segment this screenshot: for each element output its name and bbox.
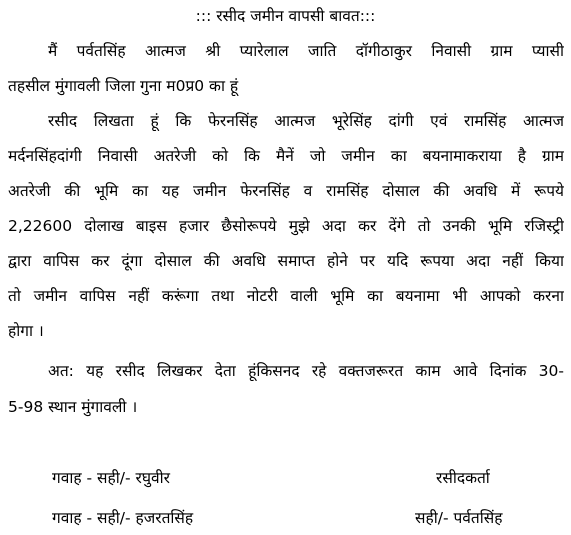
- paragraph1-line1: मैं पर्वतसिंह आत्मज श्री प्यारेलाल जाति दॉगीठाकुर निवासी ग्राम प्यासी: [48, 42, 564, 60]
- witness-2: गवाह - सही/- हजरतसिंह: [52, 509, 194, 527]
- paragraph2-line4: 2,22600 दोलाख बाइस हजार छैसोरूपये मुझे अदा कर देंगे तो उनकी भूमि रजिस्ट्री: [8, 217, 564, 235]
- paragraph3-line1: अत: यह रसीद लिखकर देता हूंकिसनद रहे वक्तजरूरत काम आवे दिनांक 30-: [48, 362, 564, 380]
- paragraph1-line2: तहसील मुंगावली जिला गुना म0प्र0 का हूं: [8, 77, 239, 95]
- paragraph2-line1: रसीद लिखता हूं कि फेरनसिंह आत्मज भूरेसिंह दांगी एवं रामसिंह आत्मज: [48, 112, 564, 130]
- paragraph3-line2: 5-98 स्थान मुंगावली ।: [8, 398, 138, 416]
- paragraph2-line7: होगा ।: [8, 322, 44, 340]
- receiver-signature: सही/- पर्वतसिंह: [415, 509, 503, 527]
- paragraph2-line2: मर्दनसिंहदांगी निवासी अतरेजी को कि मैनें जो जमीन का बयनामाकराया है ग्राम: [8, 147, 564, 165]
- paragraph2-line3: अतरेजी की भूमि का यह जमीन फेरनसिंह व रामसिंह दोसाल की अवधि में रूपये: [8, 182, 564, 200]
- receiver-label: रसीदकर्ता: [436, 469, 490, 487]
- paragraph2-line5: द्वारा वापिस कर दूंगा दोसाल की अवधि समाप्त होने पर यदि रूपया अदा नहीं किया: [8, 252, 564, 270]
- witness-1: गवाह - सही/- रघुवीर: [52, 469, 170, 487]
- document-title: ::: रसीद जमीन वापसी बावत:::: [195, 7, 376, 25]
- paragraph2-line6: तो जमीन वापिस नहीं करूंगा तथा नोटरी वाली भूमि का बयनामा भी आपको करना: [8, 287, 564, 305]
